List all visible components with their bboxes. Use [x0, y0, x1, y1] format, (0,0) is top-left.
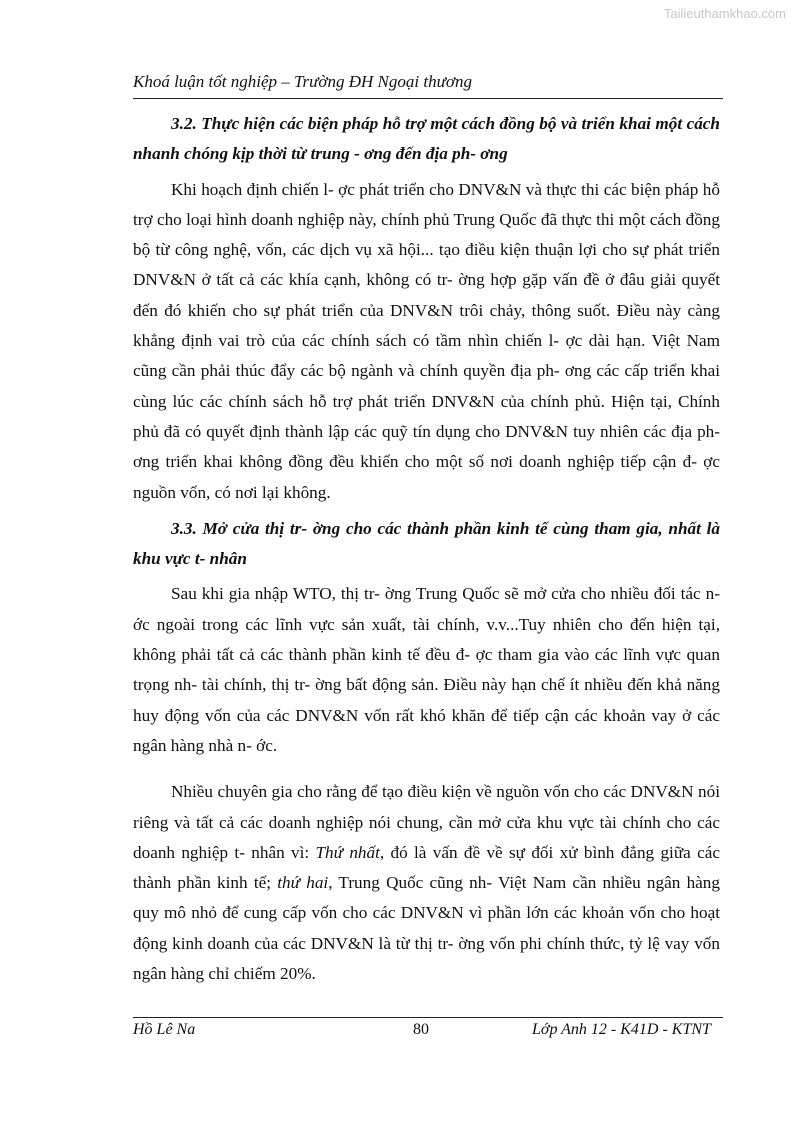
- paragraph-text: , Trung Quốc cũng nh- Việt Nam cần nhiều ngân hàng quy mô nhỏ để cung cấp vốn cho các DNV&N vì phần lớn các khoản vốn cho hoạt động kinh doanh của các DNV&N là từ thị tr- ờng vốn phi chính thức, tỷ lệ vay vốn ngân hàng chỉ chiếm 20%.: [133, 873, 720, 984]
- paragraph-text: , đó là vấn đề về sự đối xử bình đẳng giữa các thành phần kinh tế;: [133, 842, 720, 893]
- section-heading-3-3: 3.3. Mở cửa thị tr- ờng cho các thành phần kinh tế cùng tham gia, nhất là khu vực t- nhân: [133, 518, 720, 569]
- page-body: [133, 109, 720, 989]
- page-number: 80: [413, 1021, 429, 1038]
- footer-divider: [133, 1017, 723, 1018]
- footer-author: Hồ Lê Na: [133, 1021, 196, 1038]
- running-header: Khoá luận tốt nghiệp – Trường ĐH Ngoại thương: [133, 72, 472, 91]
- header-divider: [133, 98, 723, 99]
- watermark: Tailieuthamkhao.com: [663, 6, 786, 21]
- body-paragraph: Khi hoạch định chiến l- ợc phát triển cho DNV&N và thực thi các biện pháp hỗ trợ cho loại hình doanh nghiệp này, chính phủ Trung Quốc đã thực thi một cách đồng bộ từ công nghệ, vốn, các dịch vụ xã hội... tạo điều kiện thuận lợi cho sự phát triển DNV&N ở tất cả các khía cạnh, không có tr- ờng hợp gặp vấn đề ở đâu giải quyết đến đó khiến cho sự phát triển của DNV&N trôi chảy, thông suốt. Điều này càng khẳng định vai trò của các chính sách có tầm nhìn chiến l- ợc dài hạn. Việt Nam cũng cần phải thúc đẩy các bộ ngành và chính quyền địa ph- ơng các cấp triển khai cùng lúc các chính sách hỗ trợ phát triển DNV&N của chính phủ. Hiện tại, Chính phủ đã có quyết định thành lập các quỹ tín dụng cho DNV&N tuy nhiên các địa ph- ơng triển khai không đồng đều khiến cho một số nơi doanh nghiệp tiếp cận đ- ợc nguồn vốn, có nơi lại không.: [133, 179, 720, 502]
- section-heading-3-2: 3.2. Thực hiện các biện pháp hỗ trợ một cách đồng bộ và triển khai một cách nhanh chóng kịp thời từ trung - ơng đến địa ph- ơng: [133, 114, 720, 164]
- body-paragraph: [133, 777, 720, 989]
- paragraph-text: Nhiều chuyên gia cho rằng để tạo điều kiện về nguồn vốn cho các DNV&N nói riêng và tất cả các doanh nghiệp nói chung, cần mở cửa khu vực tài chính cho các doanh nghiệp t- nhân vì:: [133, 782, 720, 862]
- body-paragraph: Sau khi gia nhập WTO, thị tr- ờng Trung Quốc sẽ mở cửa cho nhiều đối tác n- ớc ngoài trong các lĩnh vực sản xuất, tài chính, v.v...Tuy nhiên cho đến hiện tại, không phải tất cả các thành phần kinh tế đều đ- ợc tham gia vào các lĩnh vực quan trọng nh- tài chính, thị tr- ờng bất động sản. Điều này hạn chế ít nhiều đến khả năng huy động vốn của các DNV&N vốn rất khó khăn để tiếp cận các khoản vay ở các ngân hàng nhà n- ớc.: [133, 584, 720, 755]
- footer-class-info: Lớp Anh 12 - K41D - KTNT: [532, 1021, 711, 1038]
- emphasis-text: thứ hai: [277, 873, 329, 893]
- emphasis-text: Thứ nhất: [315, 842, 380, 862]
